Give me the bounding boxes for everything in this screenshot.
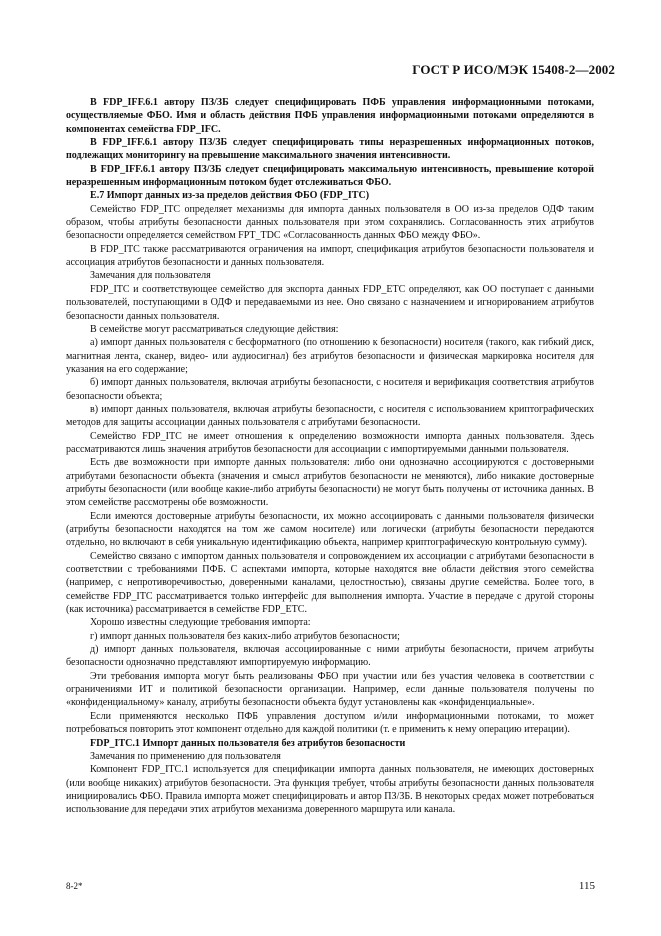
paragraph: В FDP_IFF.6.1 автору ПЗ/ЗБ следует специфицировать типы неразрешенных информационных потоков, подлежащих мониторингу на превышение максимального значения интенсивности. (66, 137, 594, 162)
paragraph: Если имеются достоверные атрибуты безопасности, их можно ассоциировать с данными пользователя физически (атрибуты безопасности находятся на том же самом носителе) или логически (атрибуты безопасности передаются отдельно, но включают в себя уникальную идентификацию объекта, например криптографическую контрольную сумму). (66, 510, 594, 549)
document-body (66, 96, 594, 817)
paragraph: Е.7 Импорт данных из-за пределов действия ФБО (FDP_ITC) (90, 190, 370, 202)
paragraph: Замечания по применению для пользователя (90, 750, 281, 762)
paragraph: в) импорт данных пользователя, включая атрибуты безопасности, с носителя с использованием криптографических методов для защиты ассоциации данных пользователя с атрибутами безопасности. (66, 403, 594, 429)
paragraph: Семейство связано с импортом данных пользователя и сопровождением их ассоциации с атрибутами безопасности в соответствии с требованиями ПФБ. С аспектами импорта, которые находятся вне области действия этого семейства (например, с непротиворечивостью, доверенными каналами, целостностью), связаны другие семейства. Более того, в семействе FDP_ITC рассматривается только интерфейс для выполнения импорта. Участие в передаче с другой стороны (как источника) рассматривается в семействе FDP_ETC. (66, 550, 594, 616)
paragraph: В FDP_IFF.6.1 автору ПЗ/ЗБ следует специфицировать ПФБ управления информационными потоками, осуществляемые ФБО. Имя и область действия ПФБ управления информационными потоками определяются в компонентах семейства FDP_IFC. (66, 97, 594, 135)
paragraph: FDP_ITC.1 Импорт данных пользователя без атрибутов безопасности (90, 737, 406, 749)
paragraph: б) импорт данных пользователя, включая атрибуты безопасности, с носителя и верификация соответствия атрибутов безопасности объекта; (66, 377, 594, 402)
paragraph: Замечания для пользователя (90, 270, 211, 282)
paragraph: Если применяются несколько ПФБ управления доступом и/или информационными потоками, то может потребоваться повторить этот компонент отдельно для каждой политики (т. е применить к нему операцию итерации). (66, 710, 594, 736)
sheet-mark: 8-2* (66, 881, 83, 891)
paragraph: В FDP_IFF.6.1 автору ПЗ/ЗБ следует специфицировать максимальную интенсивность, превышение которой неразрешенным информационным потоком будет отслеживаться ФБО. (66, 163, 594, 189)
paragraph: В FDP_ITC также рассматриваются ограничения на импорт, спецификация атрибутов безопасности пользователя и ассоциация атрибутов безопасности и данных пользователя. (66, 243, 594, 269)
page-number: 115 (578, 880, 595, 892)
paragraph: Эти требования импорта могут быть реализованы ФБО при участии или без участия человека в соответствии с ограничениями ИТ и политикой безопасности организации. Например, если данные пользователя получены по «конфиденциальному» каналу, атрибуты безопасности объекта будут установлены как «конфиденциальные». (66, 670, 594, 709)
paragraph: Семейство FDP_ITC не имеет отношения к определению возможности импорта данных пользователя. Здесь рассматриваются лишь значения атрибутов безопасности для ассоциации с импортируемыми данными пользователя. (66, 430, 594, 455)
standard-header: ГОСТ Р ИСО/МЭК 15408-2—2002 (412, 62, 615, 77)
paragraph: FDP_ITC и соответствующее семейство для экспорта данных FDP_ETC определяют, как ОО поступает с данными пользователей, поступающими в ОДФ и передаваемыми из нее. Оно связано с назначением и игнорированием атрибутов безопасности данных пользователя. (66, 283, 594, 322)
paragraph: В семействе могут рассматриваться следующие действия: (90, 323, 339, 335)
paragraph: д) импорт данных пользователя, включая ассоциированные с ними атрибуты безопасности, причем атрибуты безопасности однозначно представляют импортируемую информацию. (66, 644, 594, 669)
paragraph: г) импорт данных пользователя без каких-либо атрибутов безопасности; (90, 630, 400, 642)
paragraph: Есть две возможности при импорте данных пользователя: либо они однозначно ассоциируются с достоверными атрибутами безопасности объекта (значения и смысл атрибутов безопасности не меняются), либо никакие достоверные атрибуты безопасности (или вообще какие-либо атрибуты безопасности) не могут быть получены от источника данных. В этом семействе рассмотрены обе возможности. (66, 457, 594, 509)
paragraph: а) импорт данных пользователя с бесформатного (по отношению к безопасности) носителя (такого, как гибкий диск, магнитная лента, сканер, видео- или аудиосигнал) без атрибутов безопасности и физическая маркировка носителя для указания на его содержание; (66, 337, 594, 375)
paragraph: Семейство FDP_ITC определяет механизмы для импорта данных пользователя в ОО из-за пределов ОДФ таким образом, чтобы атрибуты безопасности данных пользователя при этом сохранялись. Согласованность этих атрибутов безопасности определяется семейством FPT_TDC «Согласованность данных ФБО между ФБО». (66, 203, 594, 242)
paragraph: Хорошо известны следующие требования импорта: (90, 617, 311, 629)
paragraph: Компонент FDP_ITC.1 используется для спецификации импорта данных пользователя, не имеющих достоверных (или вообще никаких) атрибутов безопасности. Эта функция требует, чтобы атрибуты безопасности данных пользователя инициировались ФБО. Правила импорта может специфицировать и автор ПЗ/ЗБ. В некоторых средах может потребоваться использование для передачи этих атрибутов механизма доверенного маршрута или канала. (66, 764, 594, 816)
